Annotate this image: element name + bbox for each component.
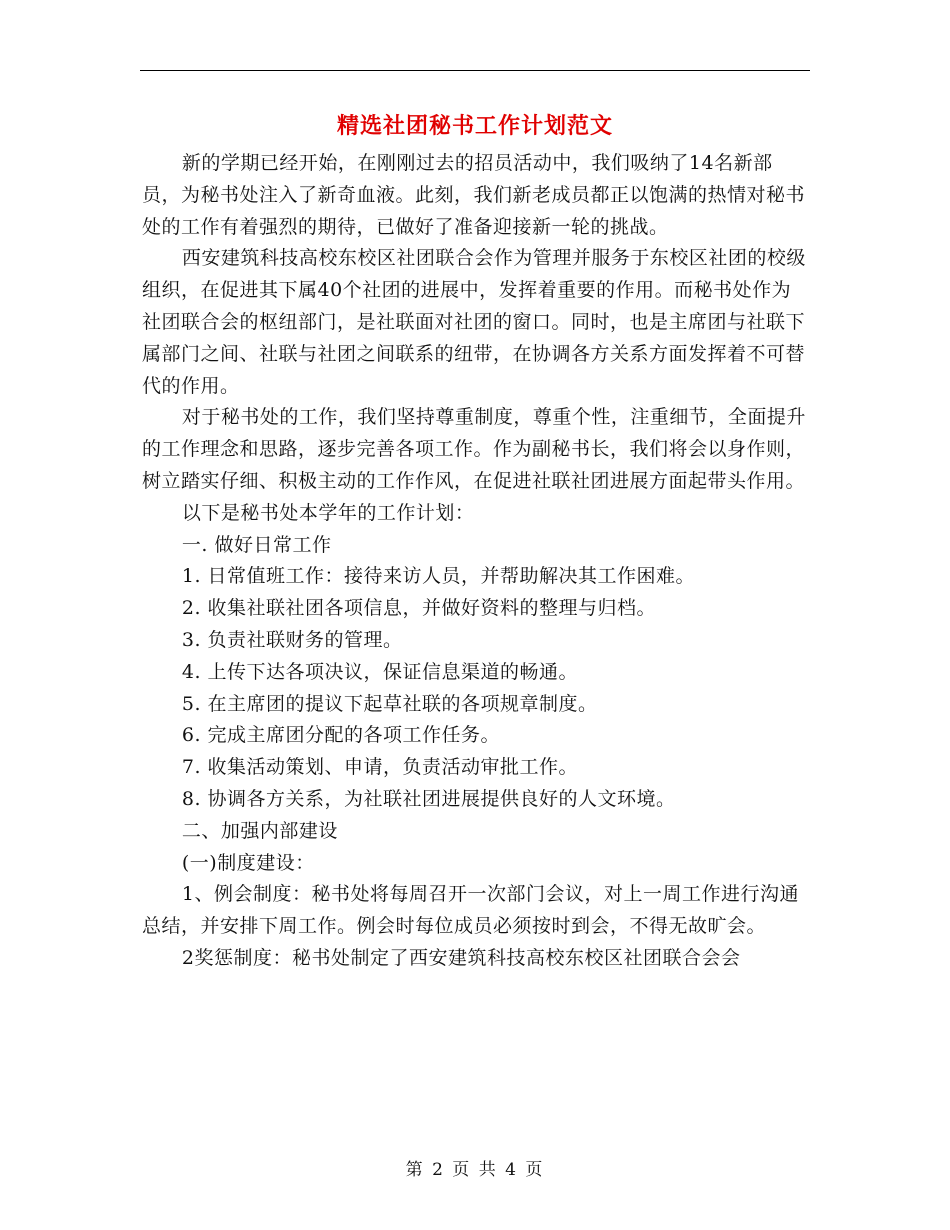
paragraph-meeting-rule: 1、例会制度：秘书处将每周召开一次部门会议，对上一周工作进行沟通总结，并安排下周工作。例会时每位成员必须按时到会，不得无故旷会。: [142, 883, 799, 938]
document-body: [142, 148, 810, 975]
document-title: 精选社团秘书工作计划范文: [336, 113, 613, 139]
paragraph-federation: 西安建筑科技高校东校区社团联合会作为管理并服务于东校区社团的校级组织，在促进其下属40个社团的进展中，发挥着重要的作用。而秘书处作为社团联合会的枢纽部门，是社联面对社团的窗口。同时，也是主席团与社联下属部门之间、社联与社团之间联系的纽带，在协调各方关系方面发挥着不可替代的作用。: [142, 247, 806, 397]
list-item: 2. 收集社联社团各项信息，并做好资料的整理与归档。: [181, 597, 657, 620]
list-item: 5. 在主席团的提议下起草社联的各项规章制度。: [181, 692, 598, 715]
list-item: 8. 协调各方关系，为社联社团进展提供良好的人文环境。: [181, 787, 676, 810]
list-item: 7. 收集活动策划、申请，负责活动审批工作。: [181, 756, 579, 779]
paragraph-intro: 新的学期已经开始，在刚刚过去的招员活动中，我们吸纳了14名新部员，为秘书处注入了新奇血液。此刻，我们新老成员都正以饱满的热情对秘书处的工作有着强烈的期待，已做好了准备迎接新一轮的挑战。: [142, 152, 806, 238]
list-item: 1. 日常值班工作：接待来访人员，并帮助解决其工作困难。: [181, 565, 696, 588]
header-rule: [140, 70, 810, 71]
paragraph-reward-rule: 2奖惩制度：秘书处制定了西安建筑科技高校东校区社团联合会会: [181, 946, 741, 969]
section-heading-2: 二、加强内部建设: [181, 819, 338, 842]
subsection-heading: (一)制度建设：: [181, 851, 315, 874]
list-item: 3. 负责社联财务的管理。: [181, 628, 403, 651]
section-heading-1: 一. 做好日常工作: [181, 533, 332, 556]
paragraph-principles: 对于秘书处的工作，我们坚持尊重制度，尊重个性，注重细节，全面提升的工作理念和思路，逐步完善各项工作。作为副秘书长，我们将会以身作则，树立踏实仔细、积极主动的工作作风，在促进社联社团进展方面起带头作用。: [142, 406, 806, 492]
page-footer: 第 2 页 共 4 页: [405, 1160, 545, 1180]
list-item: 6. 完成主席团分配的各项工作任务。: [181, 724, 501, 747]
list-item: 4. 上传下达各项决议，保证信息渠道的畅通。: [181, 660, 579, 683]
paragraph-plan-intro: 以下是秘书处本学年的工作计划：: [181, 501, 475, 524]
